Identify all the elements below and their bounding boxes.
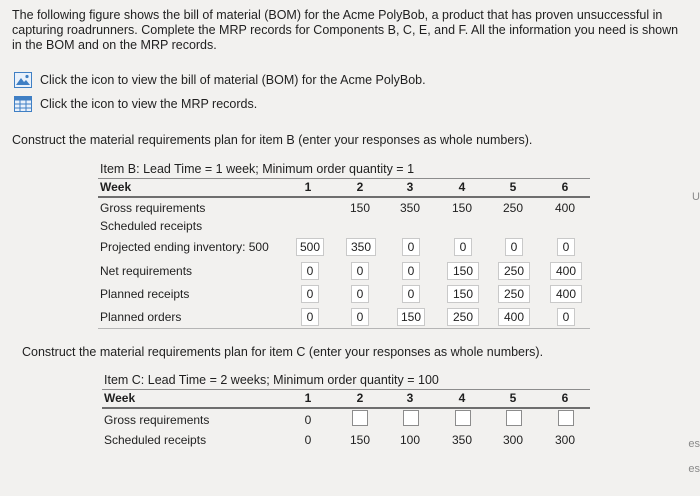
- item-b-week-1: 1: [304, 180, 312, 194]
- item-b-net-w6[interactable]: 400: [550, 262, 582, 280]
- item-b-week-5: 5: [509, 180, 517, 194]
- item-b-net-w3[interactable]: 0: [402, 262, 420, 280]
- item-c-gross-w5[interactable]: [506, 410, 522, 426]
- item-b-orders-w1[interactable]: 0: [301, 308, 319, 326]
- item-b-orders-w5[interactable]: 400: [498, 308, 530, 326]
- item-b-receipts-w6[interactable]: 400: [550, 285, 582, 303]
- item-b-projected-label: Projected ending inventory: 500: [100, 240, 269, 254]
- item-c-title: Item C: Lead Time = 2 weeks; Minimum order quantity = 100: [104, 373, 439, 387]
- item-c-week-5: 5: [509, 391, 517, 405]
- table-icon[interactable]: [14, 96, 32, 112]
- item-b-gross-label: Gross requirements: [100, 201, 206, 215]
- item-b-projected-w1[interactable]: 500: [296, 238, 324, 256]
- item-b-receipts-w1[interactable]: 0: [301, 285, 319, 303]
- mrp-link-text[interactable]: Click the icon to view the MRP records.: [40, 97, 258, 111]
- item-c-week-1: 1: [304, 391, 312, 405]
- construct-b-instruction: Construct the material requirements plan for item B (enter your responses as whole numbers).: [12, 133, 533, 147]
- item-c-scheduled-w3: 100: [399, 433, 421, 447]
- image-icon[interactable]: [14, 72, 32, 88]
- item-b-header-rule: [98, 196, 590, 198]
- item-c-gross-w3[interactable]: [403, 410, 419, 426]
- item-b-week-2: 2: [356, 180, 364, 194]
- item-b-receipts-w2[interactable]: 0: [351, 285, 369, 303]
- item-b-receipts-label: Planned receipts: [100, 287, 190, 301]
- item-b-projected-w5[interactable]: 0: [505, 238, 523, 256]
- item-b-gross-w3: 350: [399, 201, 421, 215]
- item-b-gross-w6: 400: [554, 201, 576, 215]
- item-b-net-label: Net requirements: [100, 264, 193, 278]
- item-b-net-w1[interactable]: 0: [301, 262, 319, 280]
- item-c-scheduled-label: Scheduled receipts: [104, 433, 207, 447]
- item-b-orders-label: Planned orders: [100, 310, 182, 324]
- item-b-title: Item B: Lead Time = 1 week; Minimum order quantity = 1: [100, 162, 415, 176]
- item-b-net-w5[interactable]: 250: [498, 262, 530, 280]
- item-b-bottom-rule: [98, 328, 590, 329]
- item-c-scheduled-w1: 0: [304, 433, 312, 447]
- item-c-week-4: 4: [458, 391, 466, 405]
- intro-line-3: in the BOM and on the MRP records.: [12, 38, 217, 52]
- bom-link-text[interactable]: Click the icon to view the bill of material (BOM) for the Acme PolyBob.: [40, 73, 426, 87]
- item-c-week-6: 6: [561, 391, 569, 405]
- edge-text-mid2: es: [688, 463, 700, 475]
- item-b-week-3: 3: [406, 180, 414, 194]
- edge-text-mid1: es: [688, 438, 700, 450]
- item-c-week-3: 3: [406, 391, 414, 405]
- item-b-orders-w3[interactable]: 150: [397, 308, 425, 326]
- construct-c-instruction: Construct the material requirements plan for item C (enter your responses as whole numbers).: [22, 345, 544, 359]
- item-c-gross-w1: 0: [304, 413, 312, 427]
- item-c-gross-w6[interactable]: [558, 410, 574, 426]
- item-b-orders-w2[interactable]: 0: [351, 308, 369, 326]
- item-b-orders-w4[interactable]: 250: [447, 308, 479, 326]
- item-c-header-rule: [102, 407, 590, 409]
- edge-text-top: U: [692, 191, 700, 203]
- item-c-scheduled-w4: 350: [451, 433, 473, 447]
- item-c-week-2: 2: [356, 391, 364, 405]
- item-c-scheduled-w5: 300: [502, 433, 524, 447]
- item-b-gross-w4: 150: [451, 201, 473, 215]
- item-c-gross-w4[interactable]: [455, 410, 471, 426]
- item-c-gross-w2[interactable]: [352, 410, 368, 426]
- item-b-receipts-w5[interactable]: 250: [498, 285, 530, 303]
- item-b-projected-w3[interactable]: 0: [402, 238, 420, 256]
- item-c-week-label: Week: [104, 391, 136, 405]
- item-c-scheduled-w2: 150: [349, 433, 371, 447]
- item-b-receipts-w3[interactable]: 0: [402, 285, 420, 303]
- item-b-projected-w2[interactable]: 350: [346, 238, 376, 256]
- item-b-orders-w6[interactable]: 0: [557, 308, 575, 326]
- item-c-gross-label: Gross requirements: [104, 413, 210, 427]
- item-b-projected-w4[interactable]: 0: [454, 238, 472, 256]
- item-c-top-rule: [102, 389, 590, 390]
- bom-link-row[interactable]: [14, 72, 426, 88]
- item-b-week-label: Week: [100, 180, 132, 194]
- item-b-week-4: 4: [458, 180, 466, 194]
- item-b-net-w4[interactable]: 150: [447, 262, 479, 280]
- item-b-receipts-w4[interactable]: 150: [447, 285, 479, 303]
- intro-paragraph: [12, 8, 684, 53]
- intro-line-2: capturing roadrunners. Complete the MRP records for Components B, C, E, and F. All the information you need is shown: [12, 23, 679, 37]
- mrp-link-row[interactable]: [14, 96, 257, 112]
- item-b-projected-w6[interactable]: 0: [557, 238, 575, 256]
- item-b-week-6: 6: [561, 180, 569, 194]
- item-b-gross-w5: 250: [502, 201, 524, 215]
- item-b-scheduled-label: Scheduled receipts: [100, 219, 203, 233]
- item-b-gross-w2: 150: [349, 201, 371, 215]
- item-c-scheduled-w6: 300: [554, 433, 576, 447]
- item-b-net-w2[interactable]: 0: [351, 262, 369, 280]
- item-b-top-rule: [98, 178, 590, 179]
- intro-line-1: The following figure shows the bill of material (BOM) for the Acme PolyBob, a product that has proven unsuccessful in: [12, 8, 663, 22]
